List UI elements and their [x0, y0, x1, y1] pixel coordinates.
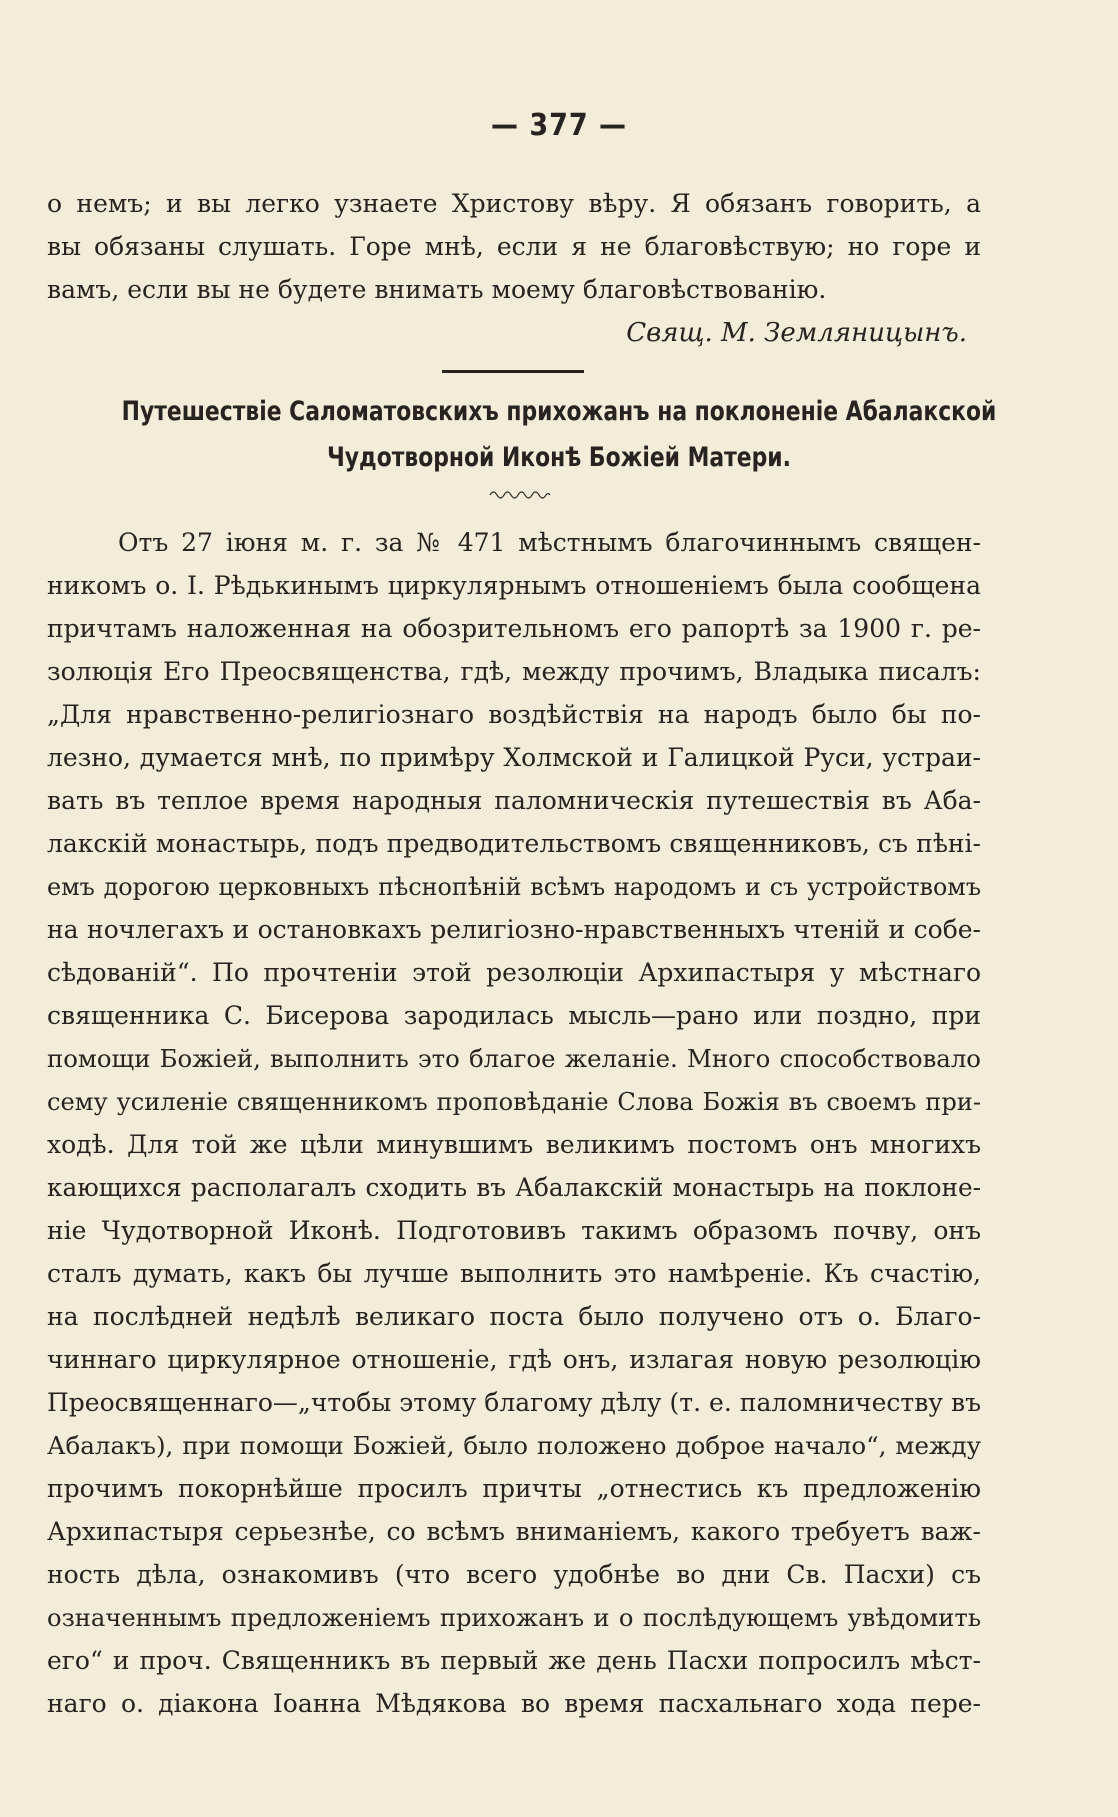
- author-signature: Свящ. М. Земляницынъ.: [626, 318, 967, 348]
- body-line: прочимъ покорнѣйше просилъ причты „отнестись къ предложенію: [47, 1474, 981, 1503]
- body-line: сталъ думать, какъ бы лучше выполнить это намѣреніе. Къ счастію,: [47, 1259, 981, 1288]
- intro-line: вы обязаны слушать. Горе мнѣ, если я не благовѣствую; но горе и: [47, 232, 981, 261]
- body-line: вать въ теплое время народныя паломническія путешествія въ Аба-: [47, 786, 981, 815]
- body-line: лакскій монастырь, подъ предводительствомъ священниковъ, съ пѣні-: [47, 829, 981, 858]
- article-title-line: Путешествіе Саломатовскихъ прихожанъ на поклоненіе Абалакской: [121, 396, 997, 427]
- page-number: — 377 —: [490, 108, 628, 143]
- body-line: Архипастыря серьезнѣе, со всѣмъ вниманіемъ, какого требуетъ важ-: [47, 1517, 981, 1546]
- body-line: священника С. Бисерова зародилась мысль—рано или поздно, при: [47, 1001, 981, 1030]
- wavy-ornament-icon: [489, 486, 551, 500]
- article-title-line: Чудотворной Иконѣ Божіей Матери.: [327, 442, 791, 473]
- body-line: никомъ о. І. Рѣдькинымъ циркулярнымъ отношеніемъ была сообщена: [47, 571, 981, 600]
- intro-line: о немъ; и вы легко узнаете Христову вѣру. Я обязанъ говорить, а: [47, 189, 981, 218]
- intro-line: вамъ, если вы не будете внимать моему благовѣствованію.: [47, 275, 827, 304]
- body-line: ность дѣла, ознакомивъ (что всего удобнѣе во дни Св. Пасхи) съ: [47, 1560, 981, 1589]
- body-line: его“ и проч. Священникъ въ первый же день Пасхи попросилъ мѣст-: [47, 1646, 981, 1675]
- body-line: „Для нравственно-религіознаго воздѣйствія на народъ было бы по-: [47, 700, 981, 729]
- body-line: на послѣдней недѣлѣ великаго поста было получено отъ о. Благо-: [47, 1302, 981, 1331]
- body-line: означеннымъ предложеніемъ прихожанъ и о послѣдующемъ увѣдомить: [47, 1604, 981, 1632]
- body-line: помощи Божіей, выполнить это благое желаніе. Много способствовало: [47, 1044, 981, 1073]
- body-line: ніе Чудотворной Иконѣ. Подготовивъ такимъ образомъ почву, онъ: [47, 1216, 981, 1245]
- body-line: золюція Его Преосвященства, гдѣ, между прочимъ, Владыка писалъ:: [47, 657, 981, 686]
- body-line: Преосвященнаго—„чтобы этому благому дѣлу (т. е. паломничеству въ: [47, 1388, 981, 1417]
- body-line: Абалакъ), при помощи Божіей, было положено доброе начало“, между: [47, 1431, 981, 1460]
- body-line: наго о. діакона Іоанна Мѣдякова во время пасхальнаго хода пере-: [47, 1689, 981, 1718]
- body-line: емъ дорогою церковныхъ пѣснопѣній всѣмъ народомъ и съ устройствомъ: [47, 873, 981, 901]
- body-line: ходѣ. Для той же цѣли минувшимъ великимъ постомъ онъ многихъ: [47, 1130, 981, 1159]
- body-line: сѣдованій“. По прочтеніи этой резолюціи Архипастыря у мѣстнаго: [47, 958, 981, 987]
- body-line: сему усиленіе священникомъ проповѣданіе Слова Божія въ своемъ при-: [47, 1088, 981, 1116]
- body-line: кающихся располагалъ сходить въ Абалакскій монастырь на поклоне-: [47, 1173, 981, 1202]
- body-line: на ночлегахъ и остановкахъ религіозно-нравственныхъ чтеній и собе-: [47, 915, 981, 944]
- body-line: причтамъ наложенная на обозрительномъ его рапортѣ за 1900 г. ре-: [47, 614, 981, 643]
- body-line: Отъ 27 іюня м. г. за № 471 мѣстнымъ благочиннымъ священ-: [118, 528, 981, 557]
- body-line: чиннаго циркулярное отношеніе, гдѣ онъ, излагая новую резолюцію: [47, 1345, 981, 1374]
- body-line: лезно, думается мнѣ, по примѣру Холмской и Галицкой Руси, устраи-: [47, 743, 981, 772]
- section-divider: [442, 370, 584, 373]
